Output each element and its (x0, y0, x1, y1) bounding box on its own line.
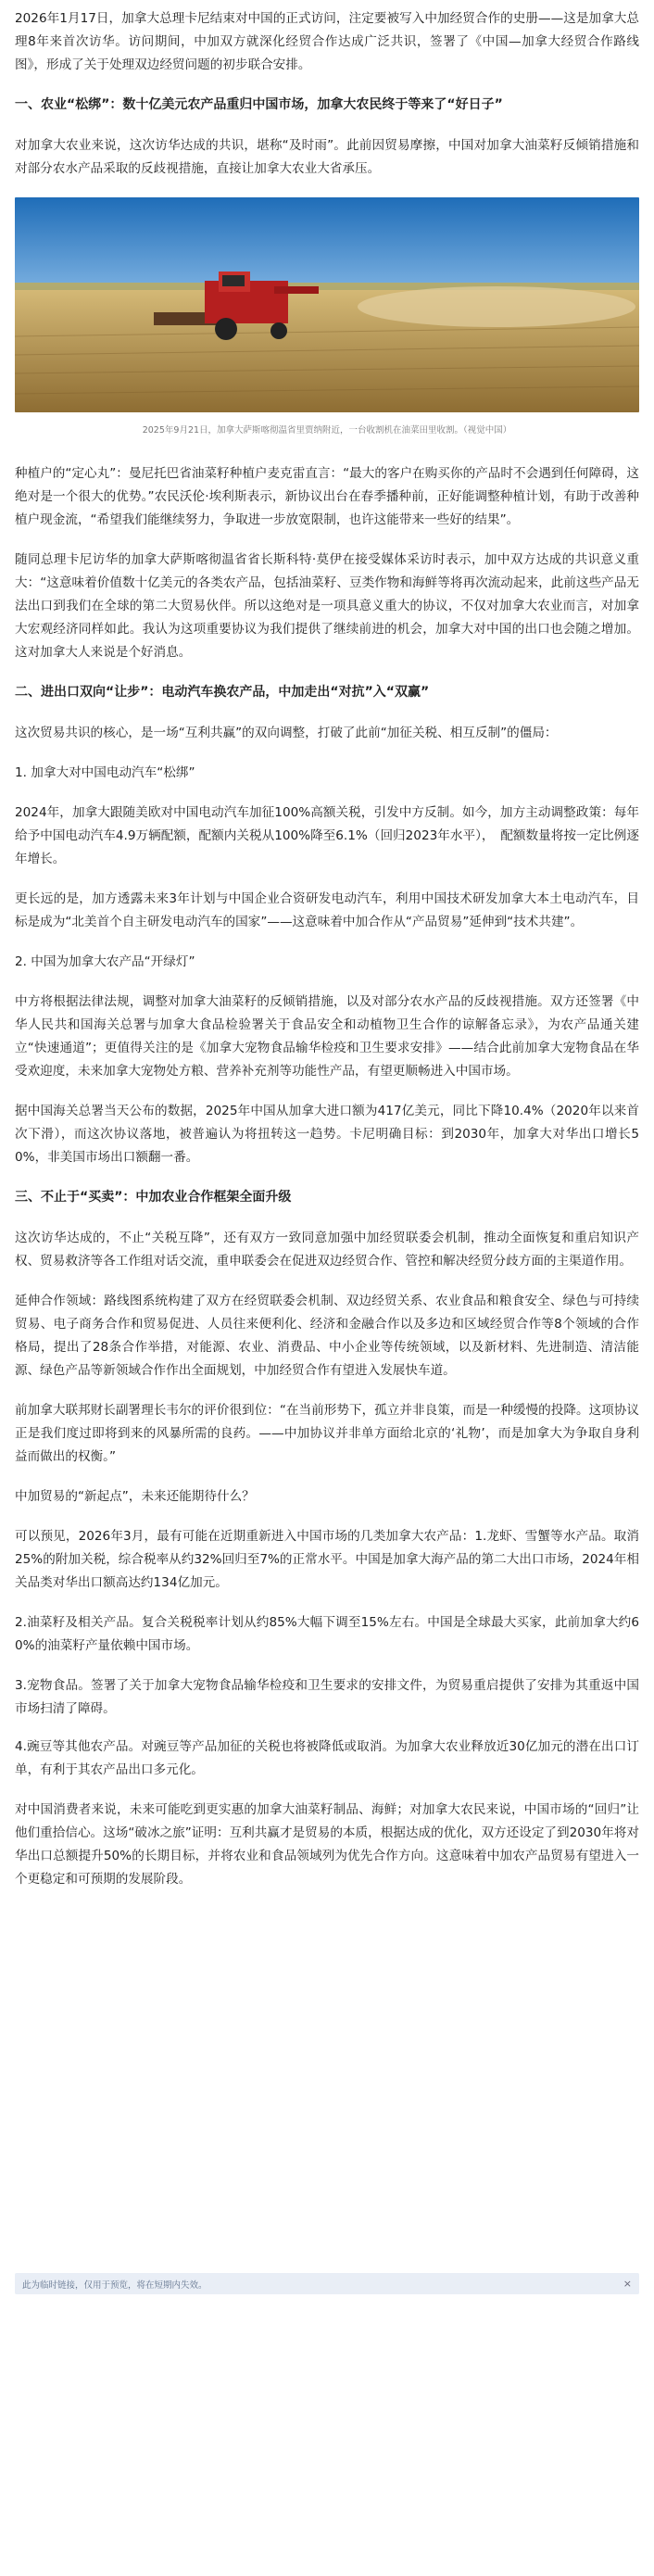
section-3-paragraph-8: 4.豌豆等其他农产品。对豌豆等产品加征的关税也将被降低或取消。为加拿大农业释放近30亿加元的潜在出口订单，有利于其农产品出口多元化。 (15, 1739, 639, 1777)
section-1-paragraph-1: 对加拿大农业来说，这次访华达成的共识，堪称“及时雨”。此前因贸易摩擦，中国对加拿大油菜籽反倾销措施和对部分农水产品采取的反歧视措施，直接让加拿大农业大省承压。 (15, 138, 639, 176)
section-3-paragraph-1: 这次访华达成的，不止“关税互降”，还有双方一致同意加强中加经贸联委会机制，推动全面恢复和重启知识产权、贸易救济等各工作组对话交流，重申联委会在促进双边经贸合作、管控和解决经贸分歧方面的主渠道作用。 (15, 1231, 639, 1269)
section-3-paragraph-4: 中加贸易的“新起点”，未来还能期待什么？ (15, 1489, 255, 1504)
preview-notice-bar (15, 2273, 639, 2294)
section-2-paragraph-3: 更长远的是，加方透露未来3年计划与中国企业合资研发电动汽车，利用中国技术研发加拿大本土电动汽车，目标是成为“北美首个自主研发电动汽车的国家”——这意味着中加合作从“产品贸易”延伸到“技术共建”。 (15, 891, 639, 929)
harvest-photo (15, 197, 639, 412)
section-3-paragraph-5: 可以预见，2026年3月，最有可能在近期重新进入中国市场的几类加拿大农产品：1.龙虾、雪蟹等水产品。取消25%的附加关税，综合税率从约32%回归至7%的正常水平。中国是加拿大海产品的第二大出口市场，2024年相关品类对华出口额高达约134亿加元。 (15, 1529, 639, 1590)
section-2-paragraph-4: 中方将根据法律法规，调整对加拿大油菜籽的反倾销措施，以及对部分农水产品的反歧视措施。双方还签署《中华人民共和国海关总署与加拿大食品检验署关于食品安全和动植物卫生合作的谅解备忘录》，为农产品通关建立“快速通道”；更值得关注的是《加拿大宠物食品输华检疫和卫生要求安排》——结合此前加拿大宠物食品在华受欢迎度，未来加拿大宠物处方粮、营养补充剂等功能性产品，有望更顺畅进入中国市场。 (15, 994, 639, 1079)
section-1-paragraph-3: 随同总理卡尼访华的加拿大萨斯喀彻温省省长斯科特·莫伊在接受媒体采访时表示，加中双方达成的共识意义重大：“这意味着价值数十亿美元的各类农产品，包括油菜籽、豆类作物和海鲜等将再次流动起来，此前这些产品无法出口到我们在全球的第二大贸易伙伴。所以这绝对是一项具意义重大的协议，不仅对加拿大农业而言，对加拿大宏观经济同样如此。我认为这项重要协议为我们提供了继续前进的机会，加拿大对中国的出口也会随之增加。这对加拿大人来说是个好消息。 (15, 552, 639, 660)
close-icon[interactable]: × (623, 2278, 632, 2290)
photo-caption: 2025年9月21日，加拿大萨斯喀彻温省里贾纳附近，一台收割机在油菜田里收割。（视觉中国） (142, 425, 512, 436)
section-3-paragraph-7: 3.宠物食品。签署了关于加拿大宠物食品输华检疫和卫生要求的安排文件，为贸易重启提供了安排为其重返中国市场扫清了障碍。 (15, 1678, 639, 1716)
section-2-paragraph-1: 这次贸易共识的核心，是一场“互利共赢”的双向调整，打破了此前“加征关税、相互反制”的僵局： (15, 726, 558, 740)
section-3-paragraph-2: 延伸合作领域：路线图系统构建了双方在经贸联委会机制、双边经贸关系、农业食品和粮食安全、绿色与可持续贸易、电子商务合作和贸易促进、人员往来便利化、经济和金融合作以及多边和区域经贸合作等8个领域的合作格局，提出了28条合作举措，对能源、农业、消费品、中小企业等传统领域，以及新材料、先进制造、清洁能源、绿色产品等新领域合作作出全面规划，中加经贸合作有望进入发展快车道。 (15, 1294, 639, 1378)
section-2-subheading-2: 2. 中国为加拿大农产品“开绿灯” (15, 954, 195, 969)
section-3-heading: 三、不止于“买卖”：中加农业合作框架全面升级 (15, 1190, 292, 1205)
section-1-paragraph-2: 种植户的“定心丸”：曼尼托巴省油菜籽种植户麦克雷直言：“最大的客户在购买你的产品时不会遇到任何障碍，这绝对是一个很大的优势。”农民沃伦·埃利斯表示，新协议出台在春季播种前，正好能调整种植计划，有助于改善种植户现金流，“希望我们能继续努力，争取进一步放宽限制，也许这能带来一些好的结果”。 (15, 466, 639, 527)
section-3-paragraph-3: 前加拿大联邦财长副署理长韦尔的评价很到位：“在当前形势下，孤立并非良策，而是一种缓慢的投降。这项协议正是我们度过即将到来的风暴所需的良药。——中加协议并非单方面给北京的‘礼物’，而是加拿大为争取自身利益而做出的权衡。” (15, 1403, 639, 1464)
section-2-subheading-1: 1. 加拿大对中国电动汽车“松绑” (15, 765, 195, 780)
preview-notice-text: 此为临时链接，仅用于预览，将在短期内失效。 (22, 2279, 208, 2291)
section-2-paragraph-5: 据中国海关总署当天公布的数据，2025年中国从加拿大进口额为417亿美元，同比下降10.4%（2020年以来首次下滑），而这次协议落地，被普遍认为将扭转这一趋势。卡尼明确目标：到2030年，加拿大对华出口增长50%，非美国市场出口额翻一番。 (15, 1104, 639, 1165)
section-1-heading: 一、农业“松绑”：数十亿美元农产品重归中国市场，加拿大农民终于等来了“好日子” (15, 97, 503, 112)
intro-paragraph: 2026年1月17日，加拿大总理卡尼结束对中国的正式访问，注定要被写入中加经贸合作的史册——这是加拿大总理8年来首次访华。访问期间，中加双方就深化经贸合作达成广泛共识，签署了《中国—加拿大经贸合作路线图》，形成了关于处理双边经贸问题的初步联合安排。 (15, 11, 639, 72)
section-2-paragraph-2: 2024年，加拿大跟随美欧对中国电动汽车加征100%高额关税，引发中方反制。如今，加方主动调整政策：每年给予中国电动汽车4.9万辆配额，配额内关税从100%降至6.1%（回归2023年水平）， 配额数量将按一定比例逐年增长。 (15, 805, 639, 866)
section-2-heading: 二、进出口双向“让步”：电动汽车换农产品，中加走出“对抗”入“双赢” (15, 685, 430, 700)
combine-harvester-image (15, 197, 639, 412)
section-3-paragraph-6: 2.油菜籽及相关产品。复合关税税率计划从约85%大幅下调至15%左右。中国是全球最大买家，此前加拿大约60%的油菜籽产量依赖中国市场。 (15, 1615, 639, 1653)
section-3-paragraph-9: 对中国消费者来说，未来可能吃到更实惠的加拿大油菜籽制品、海鲜；对加拿大农民来说，中国市场的“回归”让他们重拾信心。这场“破冰之旅”证明：互利共赢才是贸易的本质，根据达成的优化，双方还设定了到2030年将对华出口总额提升50%的长期目标，并将农业和食品领域列为优先合作方向。这意味着中加农产品贸易有望进入一个更稳定和可预期的发展阶段。 (15, 1802, 639, 1887)
